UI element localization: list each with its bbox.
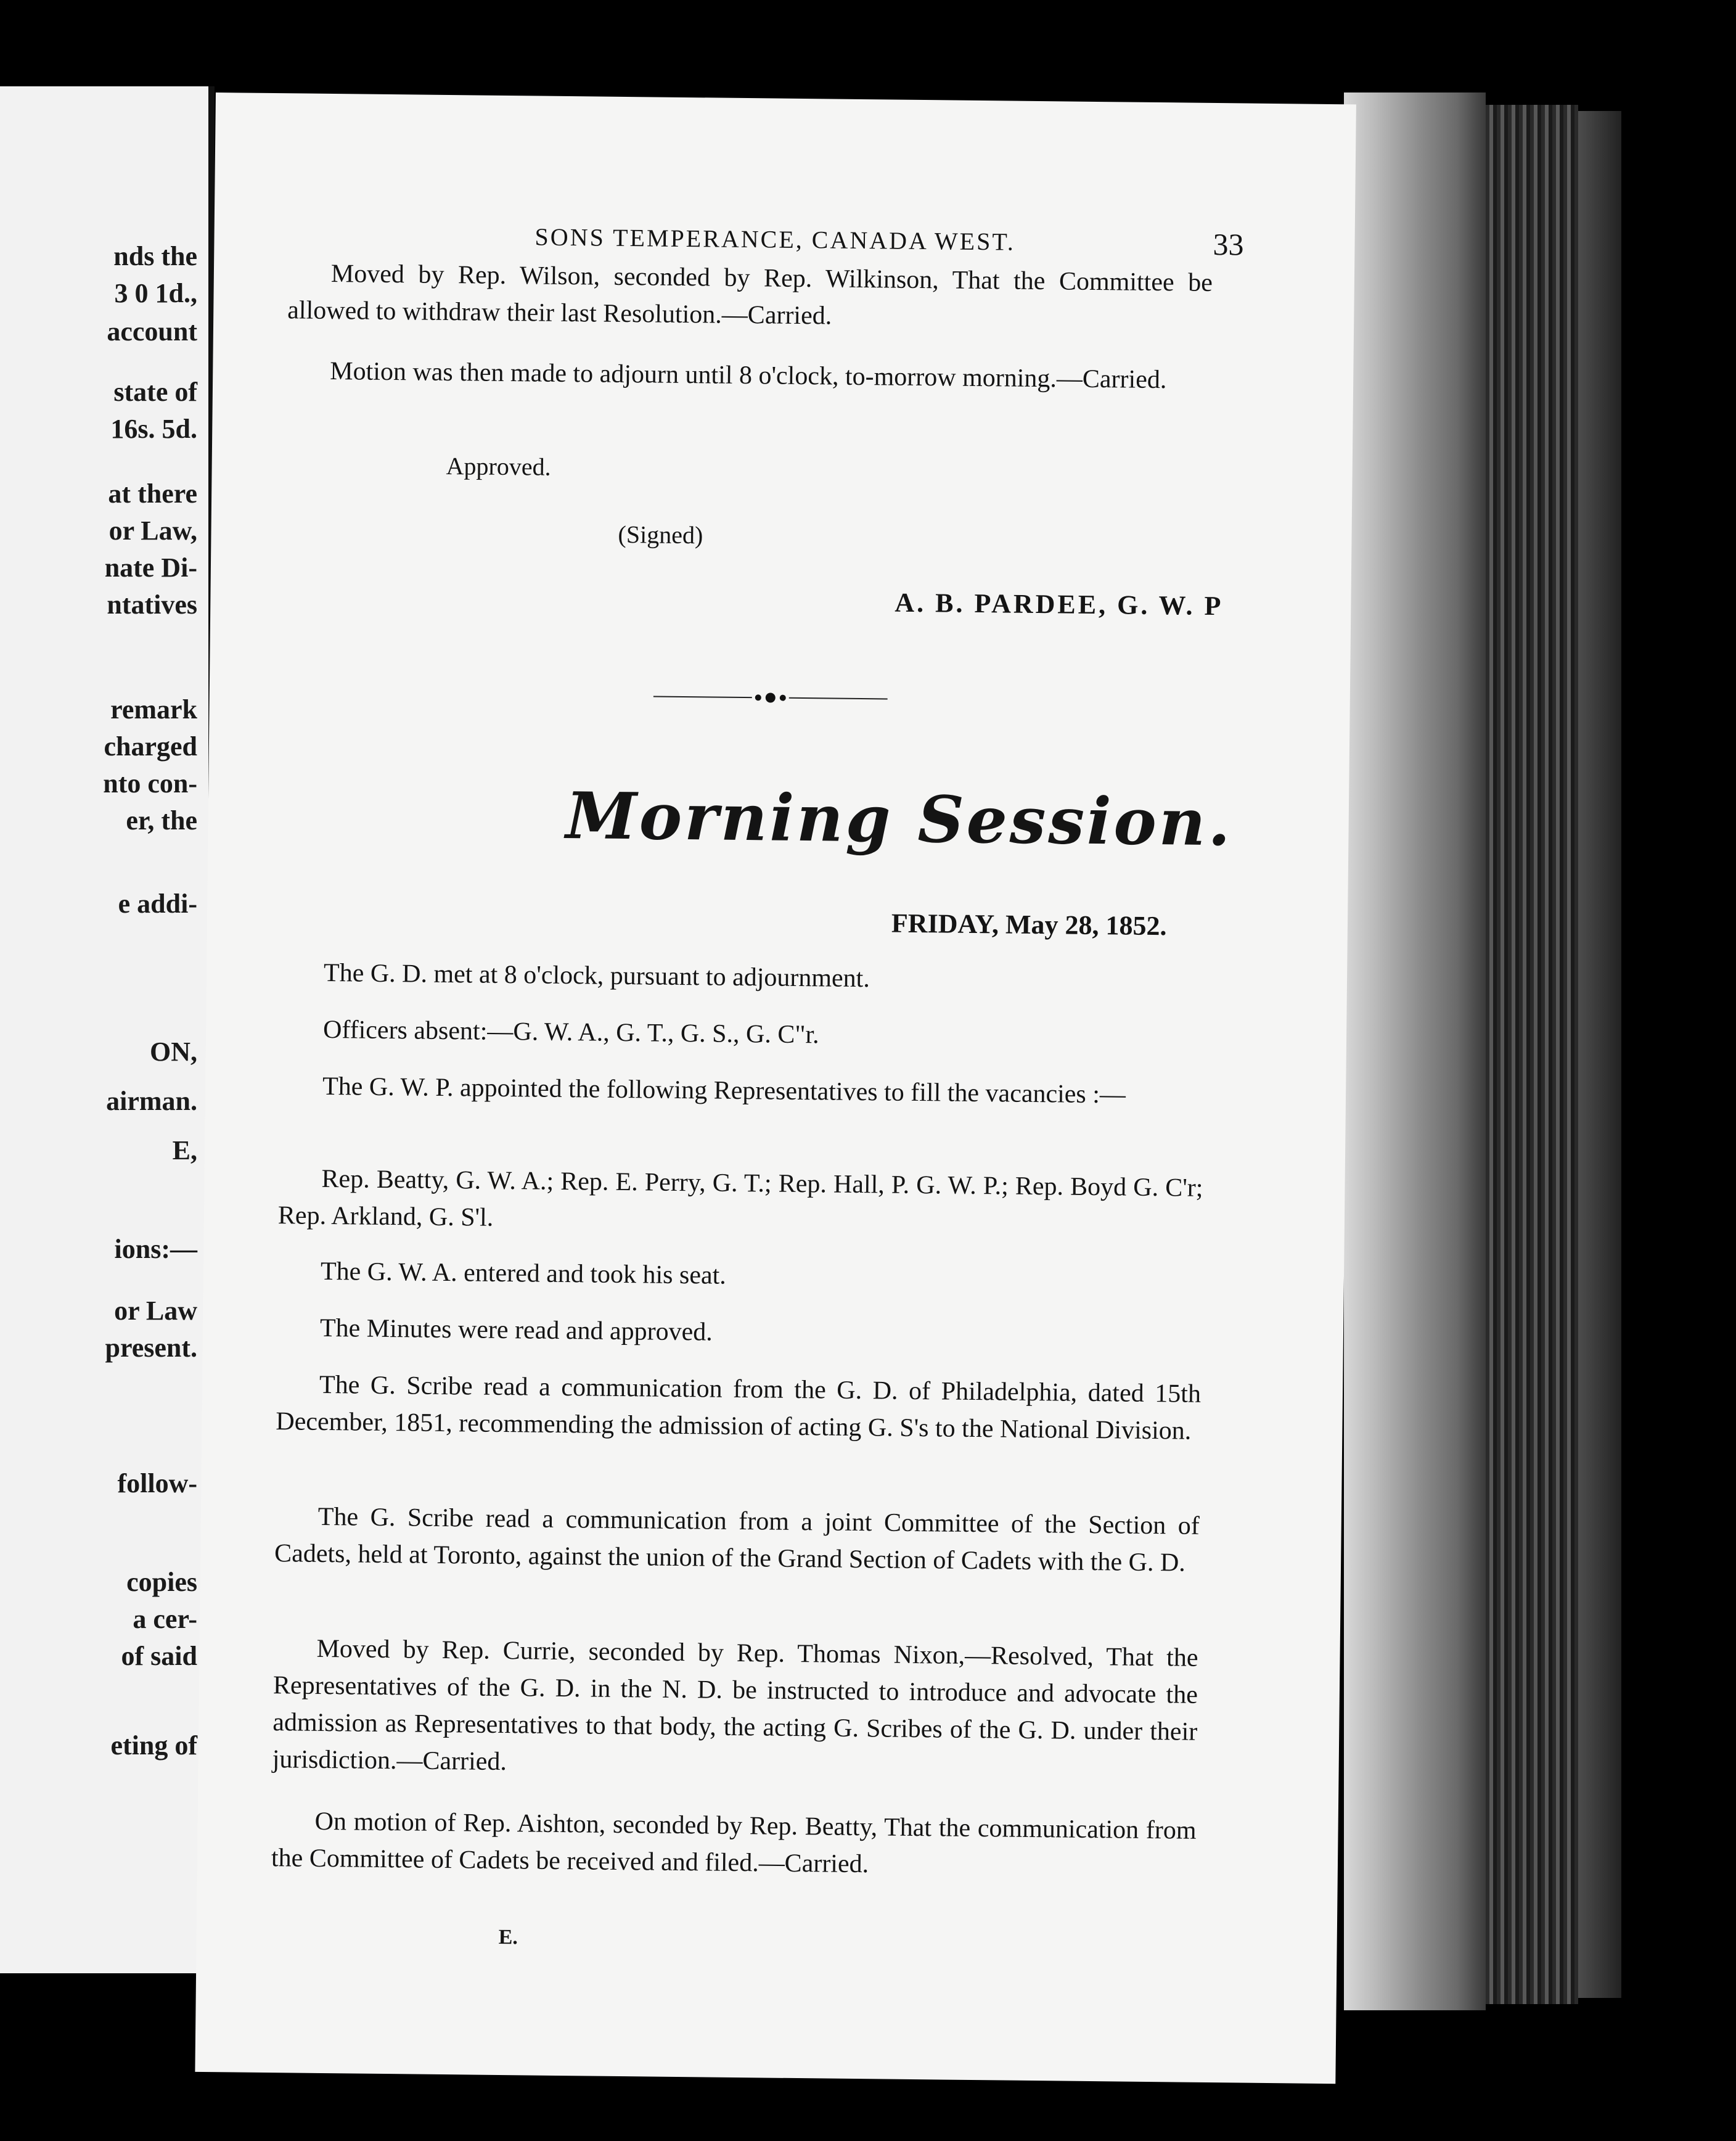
page-edge-stripes bbox=[1486, 105, 1578, 2004]
left-fragment: nds the bbox=[113, 241, 197, 271]
left-fragment: charged bbox=[104, 731, 197, 762]
paragraph-currie-resolution: Moved by Rep. Currie, seconded by Rep. Thomas Nixon,—Resolved, That the Representatives of the G. D. in the N. D. be instructed to introduce and advocate the admission as Representatives to that body, the acting G. Scribes of the G. D. under their jurisdiction.—Carried. bbox=[272, 1634, 1198, 1777]
main-page bbox=[195, 92, 1356, 2084]
page-number: 33 bbox=[1213, 226, 1244, 262]
left-fragment: or Law bbox=[114, 1296, 197, 1326]
session-date: FRIDAY, May 28, 1852. bbox=[891, 908, 1167, 942]
left-fragment: ntatives bbox=[107, 590, 197, 620]
left-facing-page bbox=[0, 86, 215, 1973]
left-fragment: eting of bbox=[110, 1730, 197, 1761]
left-fragment: remark bbox=[110, 694, 197, 725]
left-fragment: or Law, bbox=[108, 516, 197, 546]
left-fragment: a cer- bbox=[133, 1604, 197, 1634]
page-edge bbox=[1344, 92, 1486, 2010]
paragraph-adjourn-motion: Motion was then made to adjourn until 8 o'clock, to-morrow morning.—Carried. bbox=[330, 356, 1167, 395]
left-fragment: nate Di- bbox=[104, 553, 197, 583]
signed-line: (Signed) bbox=[618, 520, 703, 549]
left-fragment: 16s. 5d. bbox=[110, 414, 197, 444]
section-heading: Morning Session. bbox=[565, 778, 1234, 861]
paragraph-wilson-motion: Moved by Rep. Wilson, seconded by Rep. Wilkinson, That the Committee be allowed to withdraw their last Resolution.—Carried. bbox=[287, 259, 1213, 331]
left-fragment: nto con- bbox=[103, 768, 197, 799]
left-fragment: at there bbox=[108, 479, 197, 509]
paragraph-aishton-motion: On motion of Rep. Aishton, seconded by Rep. Beatty, That the communication from the Committee of Cadets be received and filed.—Carried. bbox=[271, 1807, 1197, 1879]
left-fragment: account bbox=[107, 316, 197, 347]
left-fragment: er, the bbox=[126, 805, 197, 836]
approved-line: Approved. bbox=[446, 451, 551, 481]
paragraph-minutes: The Minutes were read and approved. bbox=[319, 1313, 713, 1347]
left-fragment: follow- bbox=[117, 1468, 197, 1498]
signature-mark: E. bbox=[498, 1925, 518, 1949]
left-fragment: E, bbox=[172, 1135, 197, 1165]
paragraph-met: The G. D. met at 8 o'clock, pursuant to adjournment. bbox=[323, 958, 870, 993]
left-fragment: airman. bbox=[106, 1086, 197, 1116]
paragraph-philadelphia-communication: The G. Scribe read a communication from the G. D. of Philadelphia, dated 15th December, 1851, recommending the admission of acting G. S's to the National Division. bbox=[276, 1370, 1202, 1445]
running-head: SONS TEMPERANCE, CANADA WEST. bbox=[534, 223, 1016, 256]
paragraph-gwa-seat: The G. W. A. entered and took his seat. bbox=[320, 1257, 727, 1290]
paragraph-representatives-list: Rep. Beatty, G. W. A.; Rep. E. Perry, G. T.; Rep. Hall, P. G. W. P.; Rep. Boyd G. C'r; Rep. Arkland, G. S'l. bbox=[277, 1164, 1203, 1232]
paragraph-appointments: The G. W. P. appointed the following Representatives to fill the vacancies :— bbox=[322, 1072, 1126, 1109]
left-fragment: ions:— bbox=[114, 1234, 197, 1264]
left-fragment: ON, bbox=[150, 1037, 197, 1067]
signature-line: A. B. PARDEE, G. W. P bbox=[895, 587, 1224, 622]
left-fragment: of said bbox=[121, 1641, 197, 1671]
paragraph-cadets-communication: The G. Scribe read a communication from a joint Committee of the Section of Cadets, held at Toronto, against the union of the Grand Section of Cadets with the G. D. bbox=[274, 1502, 1200, 1577]
left-fragment: e addi- bbox=[118, 889, 197, 919]
paragraph-officers-absent: Officers absent:—G. W. A., G. T., G. S., G. C"r. bbox=[322, 1015, 819, 1050]
left-fragment: 3 0 1d., bbox=[114, 278, 197, 308]
left-fragment: state of bbox=[113, 377, 197, 407]
left-fragment: present. bbox=[105, 1333, 197, 1363]
left-fragment: copies bbox=[126, 1567, 197, 1597]
section-divider-ornament bbox=[653, 689, 888, 706]
